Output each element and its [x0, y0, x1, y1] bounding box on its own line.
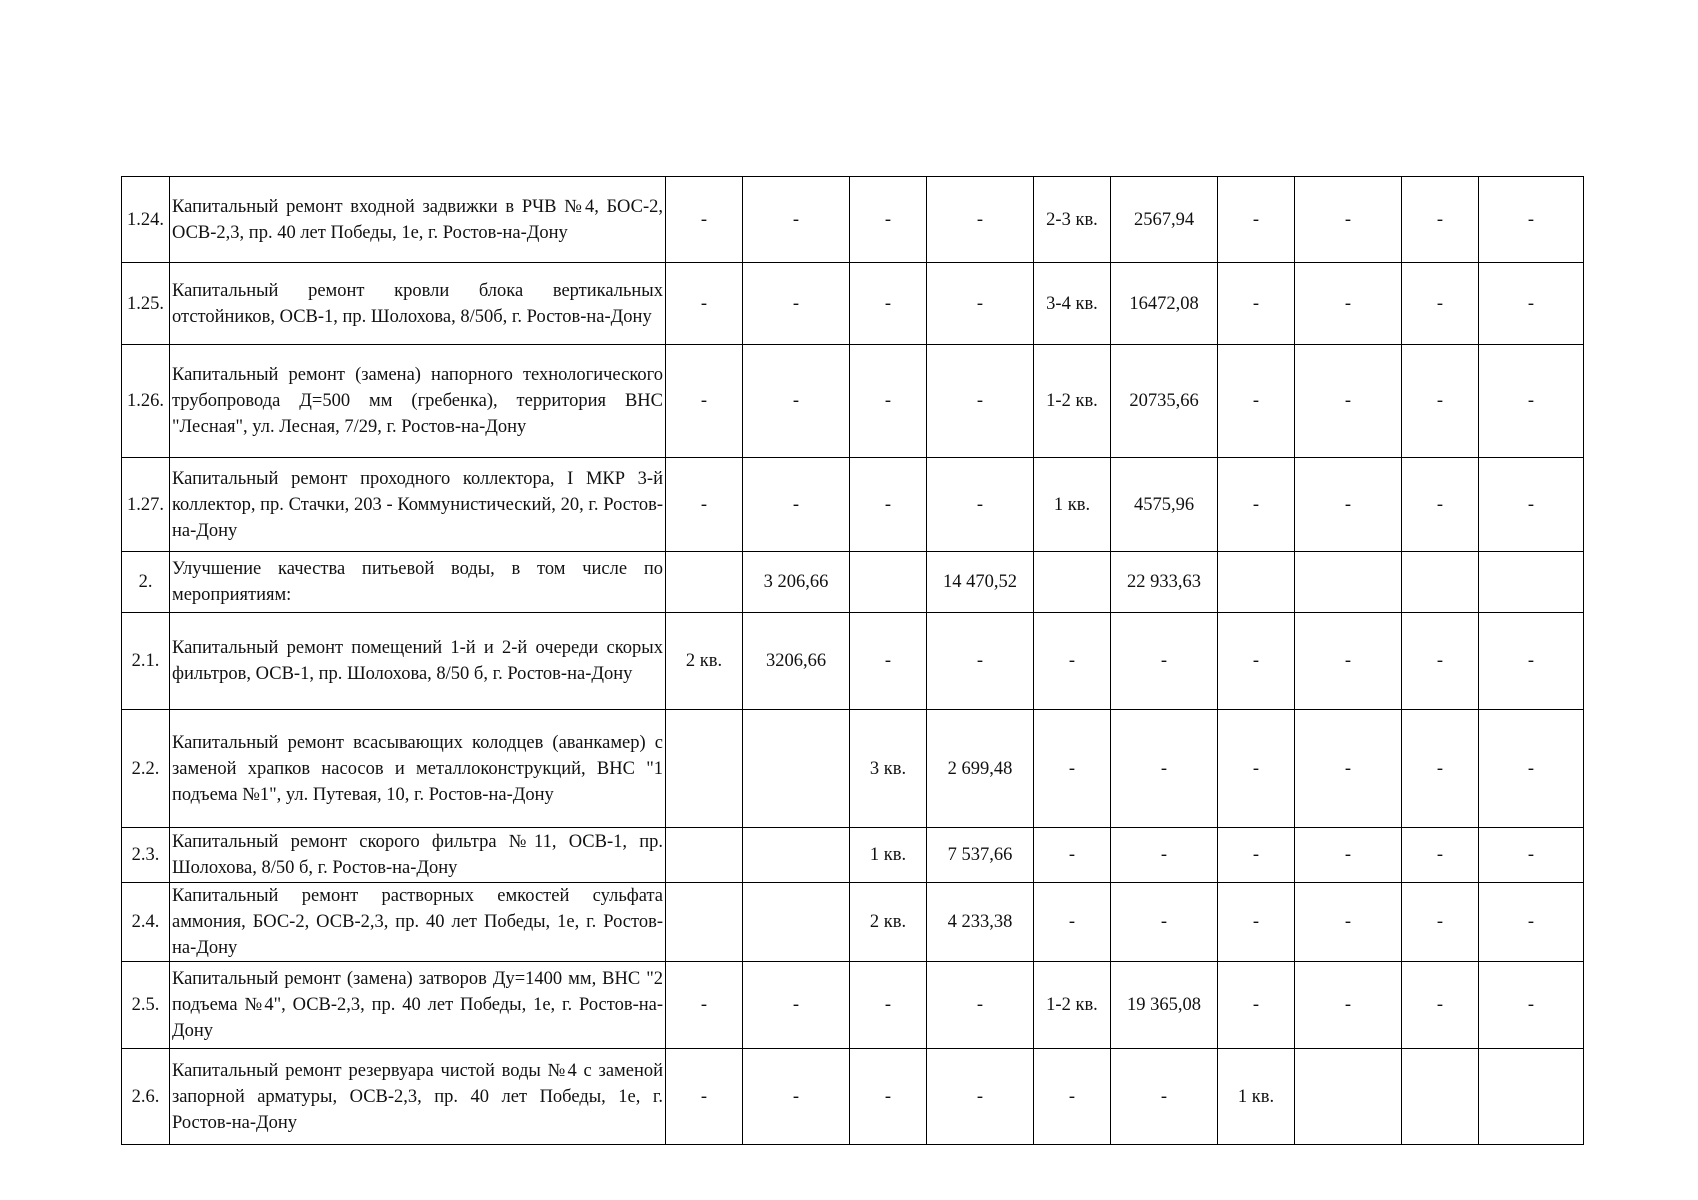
table-cell: 1-2 кв.: [1034, 345, 1111, 458]
table-cell: -: [1479, 828, 1584, 883]
table-cell: -: [743, 263, 850, 345]
table-cell: 2 кв.: [850, 883, 927, 962]
table-cell: [666, 710, 743, 828]
table-cell: -: [850, 962, 927, 1049]
table-cell: -: [1218, 962, 1295, 1049]
table-row: [122, 710, 1584, 828]
table-cell: -: [666, 345, 743, 458]
table-row: [122, 1049, 1584, 1145]
table-cell: -: [743, 1049, 850, 1145]
row-number: 1.27.: [122, 458, 170, 552]
table-cell: -: [1218, 710, 1295, 828]
row-description: Капитальный ремонт (замена) затворов Ду=1400 мм, ВНС "2 подъема №4", ОСВ-2,3, пр. 40 лет Победы, 1е, г. Ростов-на-Дону: [170, 962, 666, 1049]
table-row: [122, 828, 1584, 883]
table-cell: -: [927, 177, 1034, 263]
table-cell: 1 кв.: [1034, 458, 1111, 552]
table-cell: 1 кв.: [1218, 1049, 1295, 1145]
table-cell: -: [1111, 1049, 1218, 1145]
table-cell: -: [666, 1049, 743, 1145]
row-description: Капитальный ремонт растворных емкостей сульфата аммония, БОС-2, ОСВ-2,3, пр. 40 лет Победы, 1е, г. Ростов-на-Дону: [170, 883, 666, 962]
row-description: Капитальный ремонт скорого фильтра №11, ОСВ-1, пр. Шолохова, 8/50 б, г. Ростов-на-Дону: [170, 828, 666, 883]
row-number: 2.6.: [122, 1049, 170, 1145]
table-cell: -: [1295, 345, 1402, 458]
table-cell: 2 кв.: [666, 613, 743, 710]
table-cell: [666, 883, 743, 962]
table-cell: -: [1218, 828, 1295, 883]
table-cell: -: [850, 458, 927, 552]
table-cell: -: [1479, 613, 1584, 710]
table-cell: -: [1479, 177, 1584, 263]
table-cell: -: [1402, 345, 1479, 458]
row-number: 2.1.: [122, 613, 170, 710]
table-row: [122, 962, 1584, 1049]
table-cell: -: [1402, 710, 1479, 828]
table-cell: -: [1111, 710, 1218, 828]
row-number: 1.26.: [122, 345, 170, 458]
table-cell: -: [850, 613, 927, 710]
table-cell: -: [850, 1049, 927, 1145]
table-cell: -: [666, 177, 743, 263]
row-number: 2.3.: [122, 828, 170, 883]
row-description: Капитальный ремонт всасывающих колодцев (аванкамер) с заменой храпков насосов и металлоконструкций, ВНС "1 подъема №1", ул. Путевая, 10, г. Ростов-на-Дону: [170, 710, 666, 828]
table-cell: [850, 552, 927, 613]
table-cell: [743, 828, 850, 883]
table-cell: -: [850, 177, 927, 263]
table-cell: -: [1034, 883, 1111, 962]
row-description: Капитальный ремонт входной задвижки в РЧВ №4, БОС-2, ОСВ-2,3, пр. 40 лет Победы, 1е, г. Ростов-на-Дону: [170, 177, 666, 263]
table-cell: -: [927, 345, 1034, 458]
table-cell: -: [1295, 177, 1402, 263]
table-cell: 14 470,52: [927, 552, 1034, 613]
table-cell: -: [1111, 613, 1218, 710]
table-cell: [666, 552, 743, 613]
measures-table: [121, 176, 1584, 1145]
table-cell: -: [1218, 883, 1295, 962]
table-cell: 2567,94: [1111, 177, 1218, 263]
table-cell: -: [1034, 613, 1111, 710]
table-cell: [1479, 552, 1584, 613]
table-cell: -: [850, 263, 927, 345]
table-cell: [743, 883, 850, 962]
table-cell: -: [927, 1049, 1034, 1145]
table-cell: -: [1295, 613, 1402, 710]
table-cell: -: [666, 263, 743, 345]
table-cell: 7 537,66: [927, 828, 1034, 883]
table-cell: -: [927, 263, 1034, 345]
table-cell: -: [743, 177, 850, 263]
row-description: Капитальный ремонт помещений 1-й и 2-й очереди скорых фильтров, ОСВ-1, пр. Шолохова, 8/50 б, г. Ростов-на-Дону: [170, 613, 666, 710]
table-cell: 1-2 кв.: [1034, 962, 1111, 1049]
table-row: [122, 458, 1584, 552]
table-cell: [1218, 552, 1295, 613]
table-cell: 4 233,38: [927, 883, 1034, 962]
table-cell: -: [1479, 345, 1584, 458]
table-cell: -: [1295, 458, 1402, 552]
table-cell: -: [743, 345, 850, 458]
table-cell: -: [1295, 263, 1402, 345]
table-row: [122, 263, 1584, 345]
table-cell: -: [1402, 263, 1479, 345]
table-cell: -: [743, 962, 850, 1049]
table-cell: 19 365,08: [1111, 962, 1218, 1049]
table-cell: -: [1218, 263, 1295, 345]
row-number: 2.4.: [122, 883, 170, 962]
row-number: 1.25.: [122, 263, 170, 345]
table-cell: -: [1218, 345, 1295, 458]
table-cell: -: [1218, 458, 1295, 552]
table-cell: 3 206,66: [743, 552, 850, 613]
row-number: 2.5.: [122, 962, 170, 1049]
table-cell: 2 699,48: [927, 710, 1034, 828]
table-cell: -: [1479, 883, 1584, 962]
table-cell: [1034, 552, 1111, 613]
table-cell: -: [1295, 828, 1402, 883]
table-cell: -: [1479, 458, 1584, 552]
table-cell: -: [1402, 962, 1479, 1049]
row-description: Капитальный ремонт (замена) напорного технологического трубопровода Д=500 мм (гребенка), территория ВНС "Лесная", ул. Лесная, 7/29, г. Ростов-на-Дону: [170, 345, 666, 458]
table-cell: 3206,66: [743, 613, 850, 710]
table-row: [122, 177, 1584, 263]
table-cell: -: [666, 458, 743, 552]
row-description: Капитальный ремонт резервуара чистой воды №4 с заменой запорной арматуры, ОСВ-2,3, пр. 40 лет Победы, 1е, г. Ростов-на-Дону: [170, 1049, 666, 1145]
table-cell: -: [1479, 962, 1584, 1049]
table-row: [122, 613, 1584, 710]
table-row: [122, 345, 1584, 458]
table-cell: [1295, 1049, 1402, 1145]
table-cell: -: [1218, 613, 1295, 710]
table-cell: -: [666, 962, 743, 1049]
table-cell: -: [1034, 1049, 1111, 1145]
table-cell: 16472,08: [1111, 263, 1218, 345]
table-cell: -: [1402, 613, 1479, 710]
table-cell: -: [1402, 458, 1479, 552]
table-cell: -: [927, 613, 1034, 710]
table-cell: [743, 710, 850, 828]
table-cell: 3-4 кв.: [1034, 263, 1111, 345]
table-cell: -: [1479, 263, 1584, 345]
table-row: [122, 552, 1584, 613]
table-cell: [1402, 1049, 1479, 1145]
table-cell: -: [850, 345, 927, 458]
row-description: Улучшение качества питьевой воды, в том числе по мероприятиям:: [170, 552, 666, 613]
table-cell: -: [1111, 883, 1218, 962]
table-cell: 4575,96: [1111, 458, 1218, 552]
table-row: [122, 883, 1584, 962]
table-cell: -: [1218, 177, 1295, 263]
table-cell: -: [1402, 883, 1479, 962]
table-cell: [1402, 552, 1479, 613]
row-description: Капитальный ремонт кровли блока вертикальных отстойников, ОСВ-1, пр. Шолохова, 8/50б, г. Ростов-на-Дону: [170, 263, 666, 345]
table-cell: -: [1402, 177, 1479, 263]
table-cell: -: [1479, 710, 1584, 828]
table-cell: -: [927, 458, 1034, 552]
row-number: 1.24.: [122, 177, 170, 263]
table-cell: -: [1295, 710, 1402, 828]
table-cell: 3 кв.: [850, 710, 927, 828]
table-cell: [1479, 1049, 1584, 1145]
table-cell: -: [1295, 962, 1402, 1049]
table-cell: -: [1402, 828, 1479, 883]
row-description: Капитальный ремонт проходного коллектора, I МКР 3-й коллектор, пр. Стачки, 203 - Коммунистический, 20, г. Ростов-на-Дону: [170, 458, 666, 552]
table-cell: -: [1034, 710, 1111, 828]
row-number: 2.2.: [122, 710, 170, 828]
table-cell: 20735,66: [1111, 345, 1218, 458]
table-cell: -: [927, 962, 1034, 1049]
table-cell: -: [1295, 883, 1402, 962]
table-cell: -: [1111, 828, 1218, 883]
table-cell: [666, 828, 743, 883]
row-number: 2.: [122, 552, 170, 613]
table-cell: -: [743, 458, 850, 552]
table-cell: [1295, 552, 1402, 613]
table-cell: 22 933,63: [1111, 552, 1218, 613]
table-body: [122, 177, 1584, 1145]
table-cell: 1 кв.: [850, 828, 927, 883]
table-cell: 2-3 кв.: [1034, 177, 1111, 263]
table-cell: -: [1034, 828, 1111, 883]
